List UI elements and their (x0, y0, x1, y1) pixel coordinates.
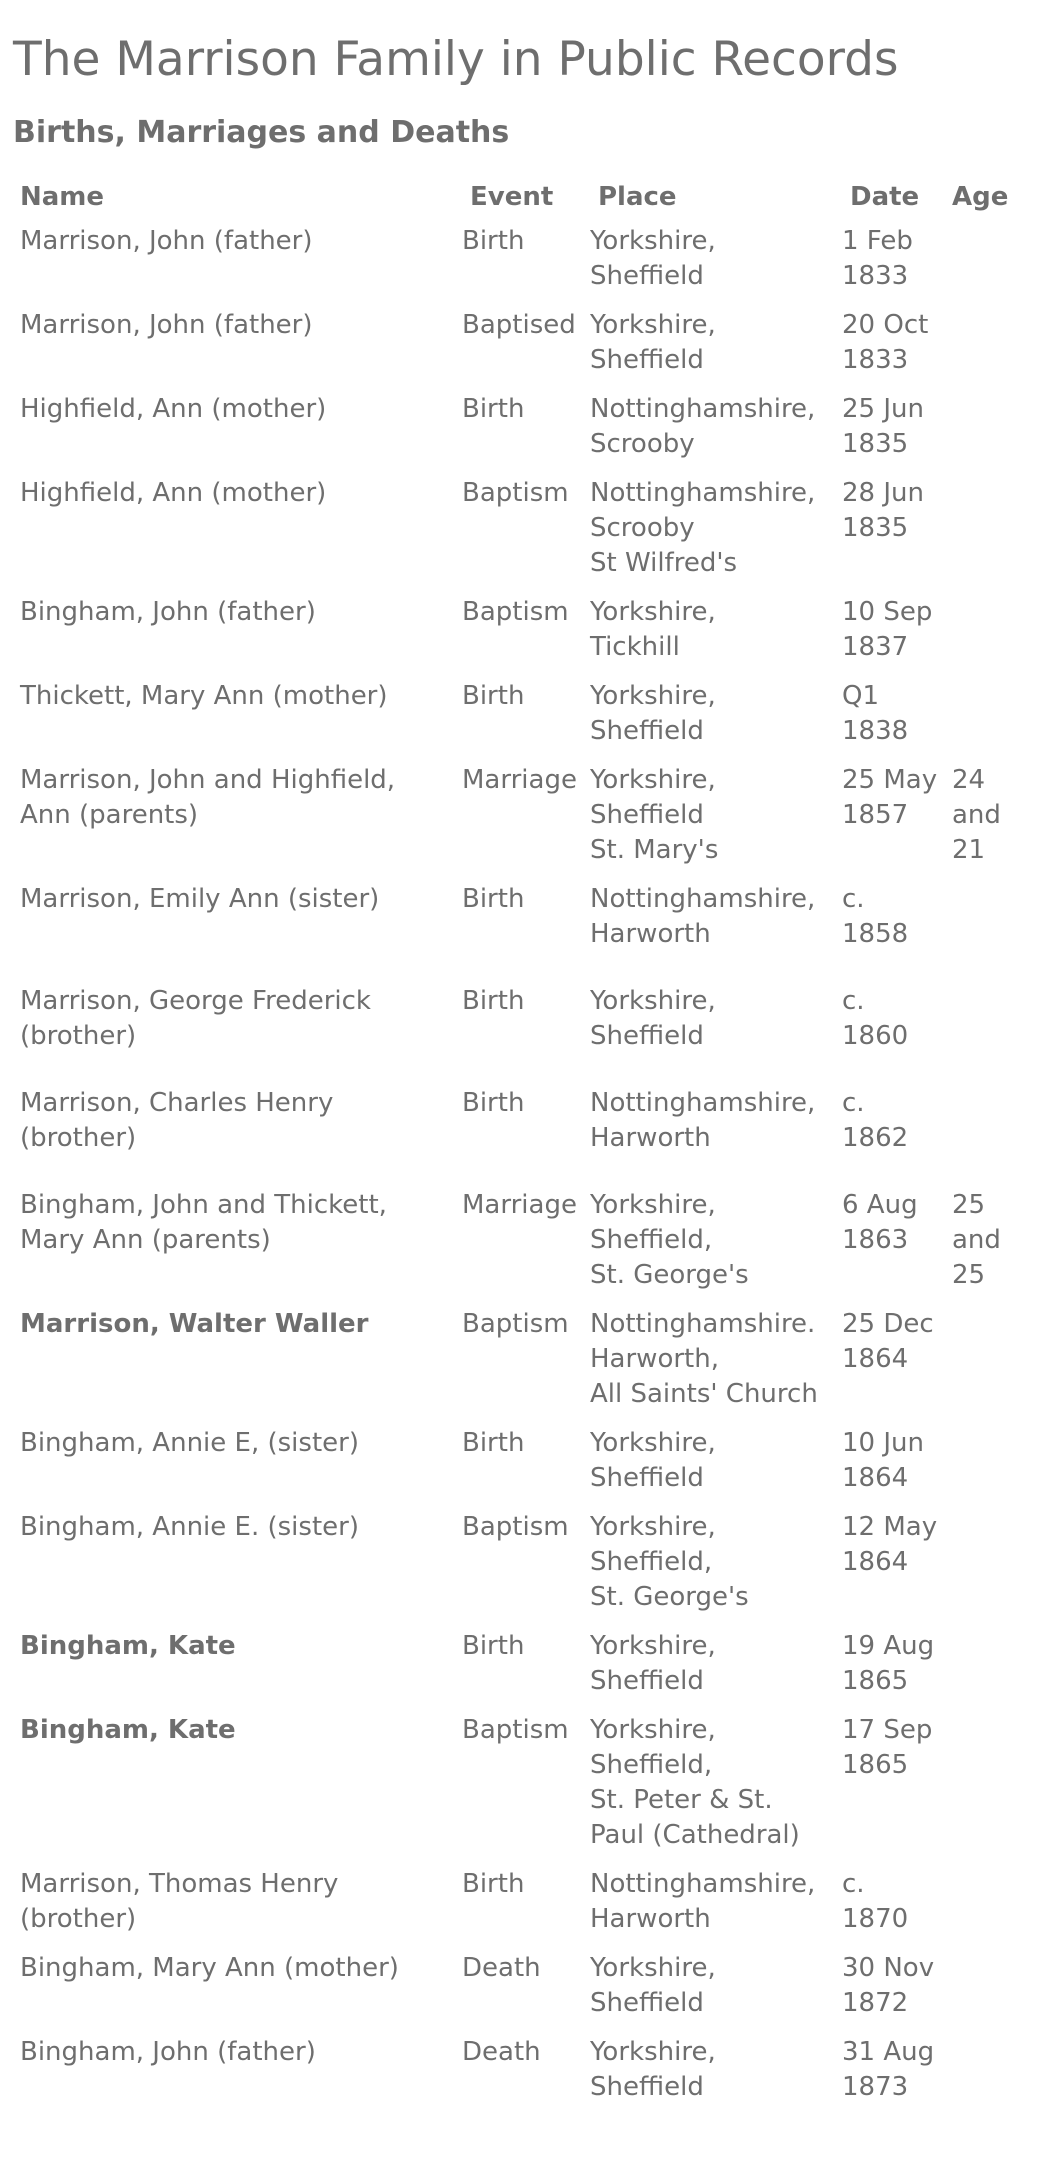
place-line: Harworth, (590, 1344, 719, 1374)
date-line: 1857 (842, 800, 909, 830)
cell-date (832, 2035, 942, 2119)
records-body (10, 224, 1048, 2119)
cell-date (832, 308, 942, 392)
cell-name (10, 224, 452, 308)
event-text: Birth (462, 1869, 525, 1899)
place-line: Yorkshire, (590, 1512, 716, 1542)
place-line: Nottinghamshire, (590, 884, 816, 914)
date-line: 30 Nov (842, 1953, 935, 1983)
date-line: 19 Aug (842, 1631, 935, 1661)
age-line: and (952, 1225, 1001, 1255)
event-text: Baptised (462, 310, 576, 340)
place-line: Nottinghamshire. (590, 1309, 816, 1339)
cell-age (942, 763, 1048, 882)
cell-age (942, 595, 1048, 679)
event-text: Baptism (462, 1512, 569, 1542)
cell-name (10, 1867, 452, 1951)
column-header-date: Date (850, 182, 920, 212)
table-row (10, 392, 1048, 476)
cell-date (832, 1188, 942, 1307)
event-text: Baptism (462, 478, 569, 508)
place-line: Nottinghamshire, (590, 1088, 816, 1118)
cell-event (452, 679, 580, 763)
cell-place (580, 1629, 832, 1713)
cell-age (942, 392, 1048, 476)
cell-event (452, 392, 580, 476)
date-line: 10 Sep (842, 597, 933, 627)
cell-name (10, 476, 452, 595)
table-row (10, 595, 1048, 679)
date-line: 1864 (842, 1344, 909, 1374)
place-line: Sheffield (590, 2072, 704, 2102)
event-text: Birth (462, 394, 525, 424)
name-line: Marrison, Thomas Henry (20, 1869, 339, 1899)
event-text: Baptism (462, 1309, 569, 1339)
place-line: Yorkshire, (590, 681, 716, 711)
name-line: Marrison, Charles Henry (20, 1088, 334, 1118)
date-line: Q1 (842, 681, 880, 711)
date-line: 28 Jun (842, 478, 924, 508)
event-text: Birth (462, 681, 525, 711)
cell-name (10, 2035, 452, 2119)
place-line: Sheffield, (590, 1225, 713, 1255)
place-line: Harworth (590, 1123, 711, 1153)
cell-date (832, 595, 942, 679)
event-text: Death (462, 1953, 541, 1983)
date-line: 1838 (842, 716, 909, 746)
cell-event (452, 1510, 580, 1629)
cell-age (942, 476, 1048, 595)
cell-date (832, 763, 942, 882)
cell-place (580, 984, 832, 1086)
cell-event (452, 984, 580, 1086)
event-text: Death (462, 2037, 541, 2067)
place-line: St. George's (590, 1582, 749, 1612)
event-text: Birth (462, 1088, 525, 1118)
event-text: Baptism (462, 597, 569, 627)
cell-event (452, 1086, 580, 1188)
table-row (10, 1510, 1048, 1629)
place-line: St Wilfred's (590, 548, 738, 578)
column-header-name: Name (20, 182, 105, 212)
cell-name (10, 1188, 452, 1307)
place-line: Sheffield (590, 1988, 704, 2018)
date-line: 1858 (842, 919, 909, 949)
table-row (10, 308, 1048, 392)
place-line: Yorkshire, (590, 2037, 716, 2067)
column-header-event: Event (470, 182, 554, 212)
cell-name (10, 308, 452, 392)
age-line: 25 (952, 1260, 986, 1290)
name-line: Marrison, Walter Waller (20, 1309, 369, 1339)
place-line: Sheffield, (590, 1547, 713, 1577)
name-line: Marrison, John (father) (20, 310, 313, 340)
cell-place (580, 392, 832, 476)
cell-age (942, 2035, 1048, 2119)
name-line: (brother) (20, 1021, 137, 1051)
event-text: Birth (462, 884, 525, 914)
table-row (10, 224, 1048, 308)
age-line: 21 (952, 835, 986, 865)
name-line: Marrison, John and Highfield, (20, 765, 396, 795)
name-line: Bingham, John and Thickett, (20, 1190, 387, 1220)
date-line: 10 Jun (842, 1428, 924, 1458)
cell-age (942, 1086, 1048, 1188)
place-line: Scrooby (590, 429, 695, 459)
name-line: Bingham, John (father) (20, 597, 316, 627)
table-row (10, 1867, 1048, 1951)
date-line: 1873 (842, 2072, 909, 2102)
cell-place (580, 1867, 832, 1951)
name-line: Thickett, Mary Ann (mother) (20, 681, 388, 711)
date-line: c. (842, 884, 865, 914)
cell-age (942, 1188, 1048, 1307)
date-line: 6 Aug (842, 1190, 918, 1220)
cell-place (580, 1510, 832, 1629)
table-row (10, 882, 1048, 984)
place-line: Sheffield (590, 345, 704, 375)
date-line: 25 Jun (842, 394, 924, 424)
date-line: c. (842, 1869, 865, 1899)
place-line: Sheffield (590, 261, 704, 291)
cell-name (10, 984, 452, 1086)
cell-name (10, 1713, 452, 1867)
cell-place (580, 1307, 832, 1426)
cell-place (580, 882, 832, 984)
section-heading: Births, Marriages and Deaths (13, 115, 510, 150)
date-line: 1864 (842, 1463, 909, 1493)
name-line: Bingham, Mary Ann (mother) (20, 1953, 399, 1983)
cell-age (942, 882, 1048, 984)
name-line: Bingham, Annie E. (sister) (20, 1512, 359, 1542)
date-line: 1860 (842, 1021, 909, 1051)
cell-place (580, 1951, 832, 2035)
date-line: 31 Aug (842, 2037, 935, 2067)
place-line: Yorkshire, (590, 1715, 716, 1745)
cell-place (580, 595, 832, 679)
name-line: Highfield, Ann (mother) (20, 394, 327, 424)
date-line: 1835 (842, 513, 909, 543)
cell-event (452, 763, 580, 882)
cell-event (452, 595, 580, 679)
date-line: 17 Sep (842, 1715, 933, 1745)
table-header-row (10, 175, 1048, 224)
cell-event (452, 224, 580, 308)
cell-name (10, 1086, 452, 1188)
date-line: 25 May (842, 765, 938, 795)
event-text: Birth (462, 226, 525, 256)
place-line: St. Peter & St. (590, 1785, 773, 1815)
name-line: Marrison, Emily Ann (sister) (20, 884, 380, 914)
date-line: 25 Dec (842, 1309, 934, 1339)
cell-event (452, 1629, 580, 1713)
age-line: 25 (952, 1190, 986, 1220)
place-line: Sheffield (590, 1021, 704, 1051)
date-line: 1865 (842, 1750, 909, 1780)
cell-name (10, 1307, 452, 1426)
place-line: Sheffield (590, 1666, 704, 1696)
date-line: 1862 (842, 1123, 909, 1153)
cell-event (452, 2035, 580, 2119)
table-row (10, 679, 1048, 763)
cell-date (832, 476, 942, 595)
date-line: 1863 (842, 1225, 909, 1255)
place-line: All Saints' Church (590, 1379, 818, 1409)
place-line: St. George's (590, 1260, 749, 1290)
cell-age (942, 308, 1048, 392)
event-text: Birth (462, 1428, 525, 1458)
place-line: Nottinghamshire, (590, 478, 816, 508)
cell-place (580, 224, 832, 308)
table-row (10, 1951, 1048, 2035)
column-header-place: Place (598, 182, 677, 212)
place-line: Harworth (590, 1904, 711, 1934)
place-line: Nottinghamshire, (590, 394, 816, 424)
table-row (10, 1426, 1048, 1510)
date-line: 20 Oct (842, 310, 929, 340)
date-line: 12 May (842, 1512, 938, 1542)
name-line: Ann (parents) (20, 800, 199, 830)
age-line: 24 (952, 765, 986, 795)
cell-age (942, 679, 1048, 763)
date-line: 1865 (842, 1666, 909, 1696)
name-line: Marrison, John (father) (20, 226, 313, 256)
cell-age (942, 984, 1048, 1086)
cell-age (942, 1951, 1048, 2035)
name-line: Mary Ann (parents) (20, 1225, 271, 1255)
table-row (10, 984, 1048, 1086)
place-line: Paul (Cathedral) (590, 1820, 800, 1850)
cell-date (832, 1951, 942, 2035)
event-text: Marriage (462, 1190, 577, 1220)
cell-event (452, 1713, 580, 1867)
cell-age (942, 1867, 1048, 1951)
cell-event (452, 1867, 580, 1951)
cell-event (452, 1188, 580, 1307)
cell-date (832, 1307, 942, 1426)
place-line: St. Mary's (590, 835, 719, 865)
cell-date (832, 984, 942, 1086)
cell-name (10, 679, 452, 763)
place-line: Nottinghamshire, (590, 1869, 816, 1899)
cell-date (832, 679, 942, 763)
place-line: Scrooby (590, 513, 695, 543)
cell-place (580, 476, 832, 595)
cell-name (10, 595, 452, 679)
cell-name (10, 1951, 452, 2035)
cell-age (942, 1510, 1048, 1629)
cell-name (10, 882, 452, 984)
date-line: 1872 (842, 1988, 909, 2018)
cell-age (942, 1713, 1048, 1867)
cell-place (580, 2035, 832, 2119)
name-line: Highfield, Ann (mother) (20, 478, 327, 508)
table-row (10, 1629, 1048, 1713)
date-line: 1833 (842, 345, 909, 375)
table-row (10, 1713, 1048, 1867)
name-line: Bingham, Kate (20, 1715, 236, 1745)
page-title: The Marrison Family in Public Records (13, 32, 899, 87)
date-line: c. (842, 1088, 865, 1118)
cell-date (832, 392, 942, 476)
cell-date (832, 1629, 942, 1713)
column-header-age: Age (952, 182, 1009, 212)
place-line: Yorkshire, (590, 597, 716, 627)
name-line: (brother) (20, 1904, 137, 1934)
cell-date (832, 1867, 942, 1951)
cell-age (942, 1426, 1048, 1510)
event-text: Marriage (462, 765, 577, 795)
place-line: Yorkshire, (590, 226, 716, 256)
date-line: 1833 (842, 261, 909, 291)
cell-date (832, 882, 942, 984)
cell-event (452, 1307, 580, 1426)
table-row (10, 763, 1048, 882)
cell-event (452, 1951, 580, 2035)
date-line: 1870 (842, 1904, 909, 1934)
place-line: Sheffield (590, 716, 704, 746)
table-row (10, 1307, 1048, 1426)
table-row (10, 1188, 1048, 1307)
name-line: Marrison, George Frederick (20, 986, 371, 1016)
cell-event (452, 308, 580, 392)
table-row (10, 1086, 1048, 1188)
date-line: 1 Feb (842, 226, 913, 256)
cell-place (580, 1713, 832, 1867)
cell-event (452, 882, 580, 984)
place-line: Yorkshire, (590, 1631, 716, 1661)
place-line: Yorkshire, (590, 310, 716, 340)
place-line: Sheffield (590, 800, 704, 830)
place-line: Yorkshire, (590, 986, 716, 1016)
cell-age (942, 1629, 1048, 1713)
event-text: Birth (462, 986, 525, 1016)
cell-name (10, 1510, 452, 1629)
cell-date (832, 1086, 942, 1188)
place-line: Yorkshire, (590, 765, 716, 795)
cell-place (580, 679, 832, 763)
event-text: Birth (462, 1631, 525, 1661)
place-line: Harworth (590, 919, 711, 949)
cell-place (580, 763, 832, 882)
name-line: Bingham, Annie E, (sister) (20, 1428, 359, 1458)
cell-event (452, 476, 580, 595)
name-line: Bingham, John (father) (20, 2037, 316, 2067)
date-line: 1837 (842, 632, 909, 662)
cell-age (942, 1307, 1048, 1426)
age-line: and (952, 800, 1001, 830)
cell-event (452, 1426, 580, 1510)
cell-date (832, 224, 942, 308)
place-line: Sheffield (590, 1463, 704, 1493)
cell-name (10, 392, 452, 476)
cell-age (942, 224, 1048, 308)
cell-date (832, 1510, 942, 1629)
date-line: c. (842, 986, 865, 1016)
records-table (10, 175, 1048, 2119)
cell-place (580, 1188, 832, 1307)
cell-date (832, 1713, 942, 1867)
place-line: Tickhill (590, 632, 680, 662)
cell-name (10, 763, 452, 882)
place-line: Sheffield, (590, 1750, 713, 1780)
name-line: (brother) (20, 1123, 137, 1153)
event-text: Baptism (462, 1715, 569, 1745)
table-row (10, 2035, 1048, 2119)
table-row (10, 476, 1048, 595)
cell-date (832, 1426, 942, 1510)
name-line: Bingham, Kate (20, 1631, 236, 1661)
place-line: Yorkshire, (590, 1190, 716, 1220)
cell-place (580, 308, 832, 392)
cell-place (580, 1086, 832, 1188)
place-line: Yorkshire, (590, 1953, 716, 1983)
cell-name (10, 1629, 452, 1713)
cell-name (10, 1426, 452, 1510)
cell-place (580, 1426, 832, 1510)
date-line: 1864 (842, 1547, 909, 1577)
place-line: Yorkshire, (590, 1428, 716, 1458)
date-line: 1835 (842, 429, 909, 459)
